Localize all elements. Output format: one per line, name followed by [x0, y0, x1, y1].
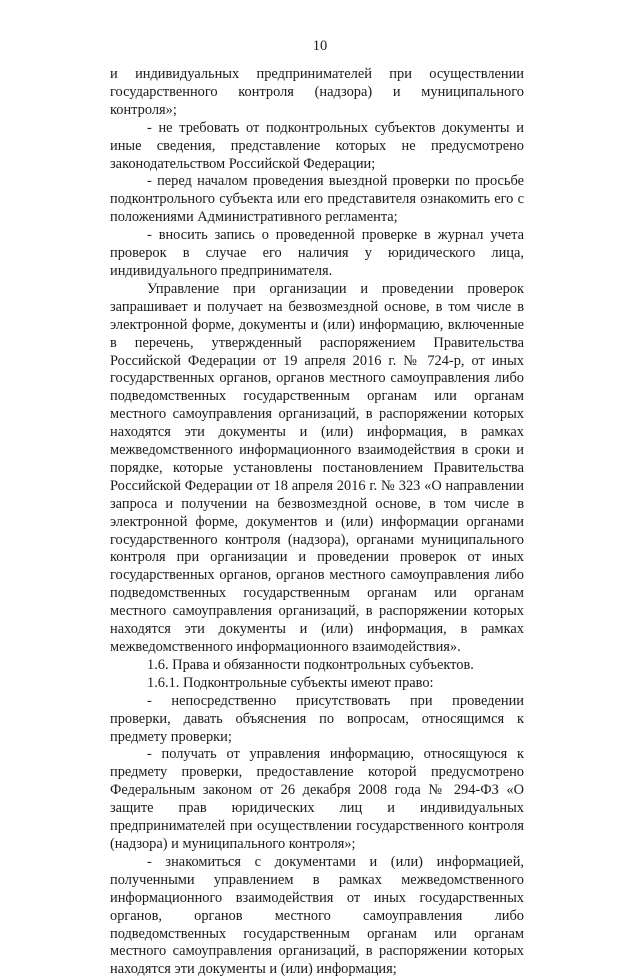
document-body: [110, 66, 524, 979]
paragraph: - непосредственно присутствовать при проведении проверки, давать объяснения по вопросам, относящимся к предмету проверки;: [110, 692, 524, 745]
section-heading: 1.6. Права и обязанности подконтрольных субъектов.: [147, 656, 474, 673]
paragraph: - не требовать от подконтрольных субъектов документы и иные сведения, представление которых не предусмотрено законодательством Российской Федерации;: [110, 119, 524, 172]
paragraph: - вносить запись о проведенной проверке в журнал учета проверок в случае его наличия у юридического лица, индивидуального предпринимателя.: [110, 227, 524, 279]
paragraph: Управление при организации и проведении проверок запрашивает и получает на безвозмездной основе, в том числе в электронной форме, документы и (или) информацию, включенные в перечень, утвержденный распоряжением Правительства Российской Федерации от 19 апреля 2016 г. № 724-р, от иных государственных органов, органов местного самоуправления либо подведомственных государственным органам или органам местного самоуправления организаций, в распоряжении которых находятся эти документы и (или) информация, в рамках межведомственного информационного взаимодействия в сроки и порядке, которые установлены постановлением Правительства Российской Федерации от 18 апреля 2016 г. № 323 «О направлении запроса и получении на безвозмездной основе, в том числе в электронной форме, документов и (или) информации органами государственного контроля (надзора), органами муниципального контроля при организации и проведении проверок от иных государственных органов, органов местного самоуправления либо подведомственных государственным органам или органам местного самоуправления организаций, в распоряжении которых находятся эти документы и (или) информация, в рамках межведомственного информационного взаимодействия».: [110, 280, 524, 655]
paragraph: - перед началом проведения выездной проверки по просьбе подконтрольного субъекта или его представителя ознакомить его с положениями Административного регламента;: [110, 173, 524, 226]
paragraph: - знакомиться с документами и (или) информацией, полученными управлением в рамках межведомственного информационного взаимодействия от иных государственных органов, органов местного самоуправления либо подведомственных государственным органам или органам местного самоуправления организаций, в распоряжении которых находятся эти документы и (или) информация;: [110, 853, 524, 978]
paragraph: - получать от управления информацию, относящуюся к предмету проверки, предоставление которой предусмотрено Федеральным законом от 26 декабря 2008 года № 294-ФЗ «О защите прав юридических лиц и индивидуальных предпринимателей при осуществлении государственного контроля (надзора) и муниципального контроля»;: [110, 746, 524, 852]
page-number: 10: [312, 38, 328, 54]
paragraph: и индивидуальных предпринимателей при осуществлении государственного контроля (надзора) и муниципального контроля»;: [110, 66, 524, 118]
subsection-heading: 1.6.1. Подконтрольные субъекты имеют право:: [147, 674, 434, 691]
